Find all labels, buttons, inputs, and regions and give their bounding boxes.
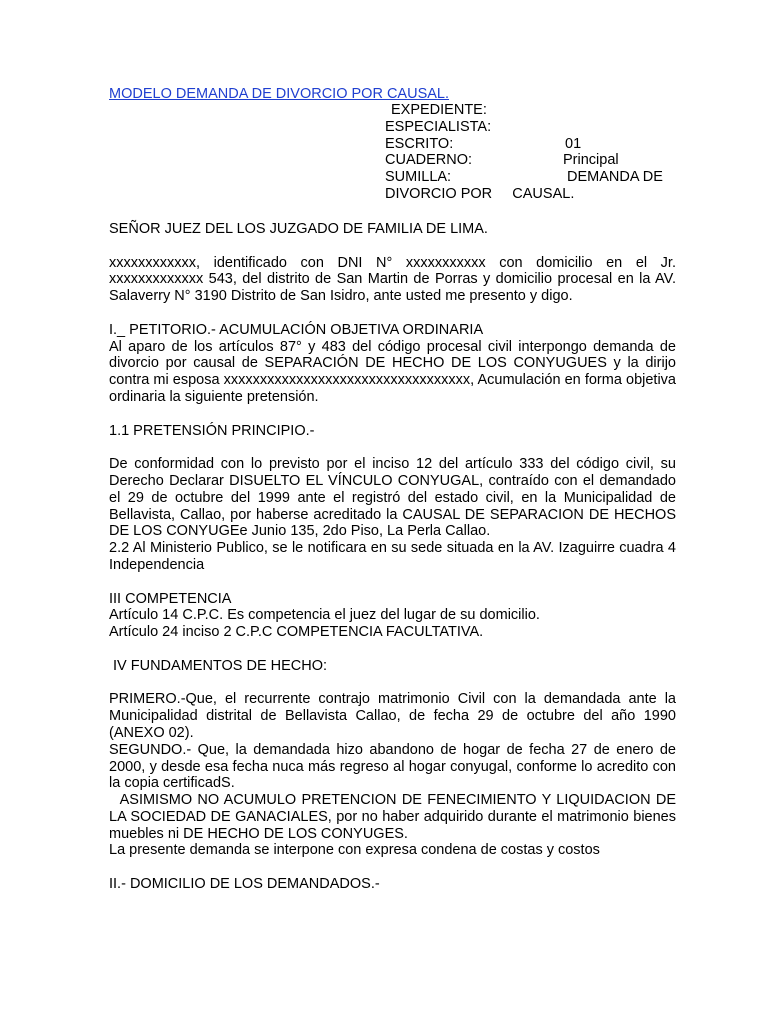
- competencia-heading: III COMPETENCIA: [109, 590, 232, 607]
- competencia-line-1: Artículo 14 C.P.C. Es competencia el juez del lugar de su domicilio.: [109, 607, 540, 624]
- segundo-paragraph: SEGUNDO.- Que, la demandada hizo abandono de hogar de fecha 27 de enero de 2000, y desde esa fecha nuca más regreso al hogar conyugal, conforme lo acredito con la copia certificadS.: [109, 741, 676, 792]
- petitorio-heading: I._ PETITORIO.- ACUMULACIÓN OBJETIVA ORDINARIA: [109, 321, 484, 338]
- especialista-label: ESPECIALISTA:: [385, 118, 492, 135]
- condena-line: La presente demanda se interpone con expresa condena de costas y costos: [109, 842, 600, 859]
- cuaderno-value: Principal: [563, 152, 619, 169]
- sumilla-value: DEMANDA DE: [567, 169, 663, 186]
- escrito-label: ESCRITO:: [385, 135, 454, 152]
- expediente-label: EXPEDIENTE:: [391, 102, 487, 118]
- domicilio-heading: II.- DOMICILIO DE LOS DEMANDADOS.-: [109, 876, 380, 893]
- cuaderno-row: [385, 152, 675, 169]
- case-metadata-block: [385, 102, 675, 203]
- expediente-row: [385, 102, 675, 119]
- cuaderno-label: CUADERNO:: [385, 152, 473, 169]
- primero-paragraph: PRIMERO.-Que, el recurrente contrajo matrimonio Civil con la demandada ante la Municipalidad distrital de Bellavista Callao, de fecha 29 de octubre del año 1990 (ANEXO 02).: [109, 691, 676, 741]
- document-body: [109, 221, 681, 893]
- asimismo-paragraph: ASIMISMO NO ACUMULO PRETENCION DE FENECIMIENTO Y LIQUIDACION DE LA SOCIEDAD DE GANACIALES, por no haber adquirido durante el matrimonio bienes muebles ni DE HECHO DE LOS CONYUGES.: [109, 792, 681, 842]
- petitorio-paragraph: Al aparo de los artículos 87° y 483 del código procesal civil interpongo demanda de divorcio por causal de SEPARACIÓN DE HECHO DE LOS CONYUGUES y la dirijo contra mi esposa xxxxxxxxxxxxxxxxxxxxxxxxxxxxxxxxxx, Acumulación en forma objetiva ordinaria la siguiente pretensión.: [109, 338, 676, 405]
- sumilla-continuation: DIVORCIO POR CAUSAL.: [385, 185, 575, 202]
- competencia-line-2: Artículo 24 inciso 2 C.P.C COMPETENCIA FACULTATIVA.: [109, 624, 484, 641]
- sumilla-continuation-row: [385, 186, 675, 203]
- addressee-line: SEÑOR JUEZ DEL LOS JUZGADO DE FAMILIA DE LIMA.: [109, 221, 488, 237]
- sumilla-row: [385, 169, 675, 186]
- fundamentos-heading: IV FUNDAMENTOS DE HECHO:: [109, 657, 328, 674]
- ministerio-paragraph: 2.2 Al Ministerio Publico, se le notificara en su sede situada en la AV. Izaguirre cuadra 4 Independencia: [109, 540, 676, 573]
- sumilla-label: SUMILLA:: [385, 169, 452, 186]
- pretension-heading: 1.1 PRETENSIÓN PRINCIPIO.-: [109, 422, 315, 439]
- document-title: MODELO DEMANDA DE DIVORCIO POR CAUSAL.: [109, 86, 450, 102]
- escrito-row: [385, 136, 675, 153]
- especialista-row: [385, 119, 675, 136]
- intro-paragraph: xxxxxxxxxxxx, identificado con DNI N° xxxxxxxxxxx con domicilio en el Jr. xxxxxxxxxxxxx 543, del distrito de San Martin de Porras y domicilio procesal en la AV. Salaverry N° 3190 Distrito de San Isidro, ante usted me presento y digo.: [109, 254, 676, 305]
- pretension-paragraph: De conformidad con lo previsto por el inciso 12 del artículo 333 del código civil, su Derecho Declarar DISUELTO EL VÍNCULO CONYUGAL, contraído con el demandado el 29 de octubre del 1999 ante el registró del estado civil, en la Municipalidad de Bellavista, Callao, por haberse acreditado la CAUSAL DE SEPARACION DE HECHOS DE LOS CONYUGEe Junio 135, 2do Piso, La Perla Callao.: [109, 456, 676, 540]
- escrito-value: 01: [565, 135, 582, 152]
